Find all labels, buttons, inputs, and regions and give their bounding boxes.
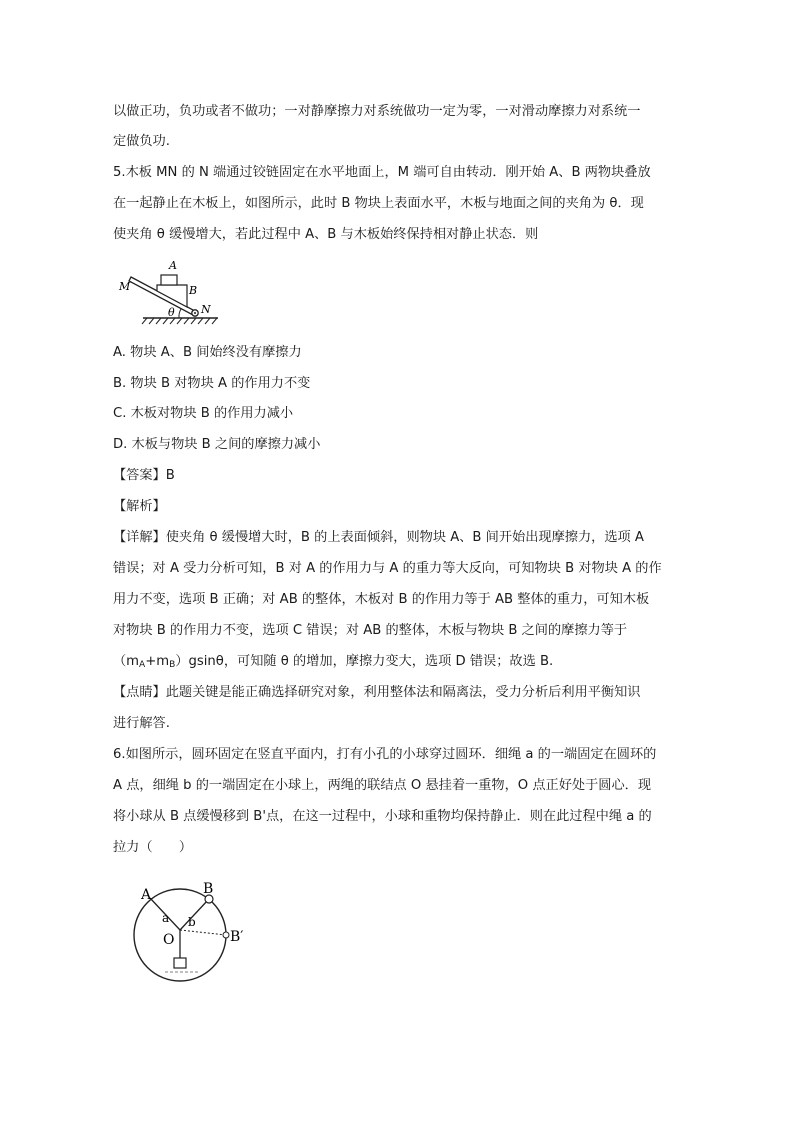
question-6-stem: 将小球从 B 点缓慢移到 B'点，在这一过程中，小球和重物均保持静止．则在此过程中绳 a 的 (113, 809, 652, 824)
remark-tag: 【点睛】 (113, 685, 166, 700)
weight (174, 958, 186, 968)
label-b: B (189, 284, 198, 297)
label-rope-b: b (188, 915, 196, 929)
label-m: M (119, 280, 131, 293)
remark-line: 进行解答. (113, 716, 170, 731)
answer-tag: 【答案】 (113, 468, 166, 483)
label-point-b: B (203, 881, 214, 897)
incline-diagram (113, 258, 223, 328)
question-5-stem: 在一起静止在木板上，如图所示，此时 B 物块上表面水平，木板与地面之间的夹角为 θ．现 (113, 196, 644, 211)
label-rope-a: a (162, 911, 170, 925)
detail-line: 用力不变，选项 B 正确；对 AB 的整体，木板对 B 的作用力等于 AB 整体的重力，可知木板 (113, 592, 650, 607)
option-c: C. 木板对物块 B 的作用力减小 (113, 406, 294, 421)
detail-tag: 【详解】 (113, 530, 166, 545)
answer-line (113, 466, 175, 486)
question-5-stem: 5.木板 MN 的 N 端通过铰链固定在水平地面上，M 端可自由转动．刚开始 A、B 两物块叠放 (113, 165, 651, 180)
ring-figure (125, 880, 255, 990)
question-6-stem: A 点，细绳 b 的一端固定在小球上，两绳的联结点 O 悬挂着一重物，O 点正好处于圆心．现 (113, 778, 652, 793)
question-5-stem: 使夹角 θ 缓慢增大，若此过程中 A、B 与木板始终保持相对静止状态．则 (113, 227, 539, 242)
detail-line: 对物块 B 的作用力不变，选项 C 错误；对 AB 的整体，木板与物块 B 之间的摩擦力等于 (113, 623, 628, 638)
label-n: N (201, 303, 211, 316)
dashed-line (180, 930, 226, 935)
option-a: A. 物块 A、B 间始终没有摩擦力 (113, 345, 302, 360)
question-6-stem: 拉力（ ） (113, 840, 193, 855)
label-a: A (169, 259, 177, 272)
detail-line (113, 528, 644, 548)
answer-value: B (165, 468, 175, 483)
question-6-stem: 6.如图所示，圆环固定在竖直平面内，打有小孔的小球穿过圆环．细绳 a 的一端固定在圆环的 (113, 747, 657, 762)
label-theta: θ (168, 306, 175, 319)
label-o: O (163, 932, 175, 948)
block-a (161, 275, 177, 285)
analysis-tag: 【解析】 (113, 499, 166, 514)
detail-line: 错误；对 A 受力分析可知，B 对 A 的作用力与 A 的重力等大反向，可知物块 B 对物块 A 的作 (113, 561, 662, 576)
label-b-prime: B′ (230, 929, 244, 945)
option-d: D. 木板与物块 B 之间的摩擦力减小 (113, 437, 321, 452)
text-line: 定做负功. (113, 134, 170, 149)
remark-line (113, 683, 641, 703)
detail-line: $(m_A+m_B)gsin\theta$，可知随 θ 的增加，摩擦力变大，选项 D 错误；故选 B. (113, 654, 554, 670)
option-b: B. 物块 B 对物块 A 的作用力不变 (113, 376, 311, 391)
label-point-a: A (141, 887, 152, 903)
text-line: 以做正功，负功或者不做功；一对静摩擦力对系统做功一定为零，一对滑动摩擦力对系统一 (113, 104, 641, 119)
ground-hatching (142, 318, 217, 324)
incline-figure (113, 258, 223, 328)
ring-diagram (125, 880, 255, 990)
remark-text: 此题关键是能正确选择研究对象，利用整体法和隔离法，受力分析后利用平衡知识 (165, 685, 641, 700)
detail-text: 使夹角 θ 缓慢增大时，B 的上表面倾斜，则物块 A、B 间开始出现摩擦力，选项 A (165, 530, 644, 545)
